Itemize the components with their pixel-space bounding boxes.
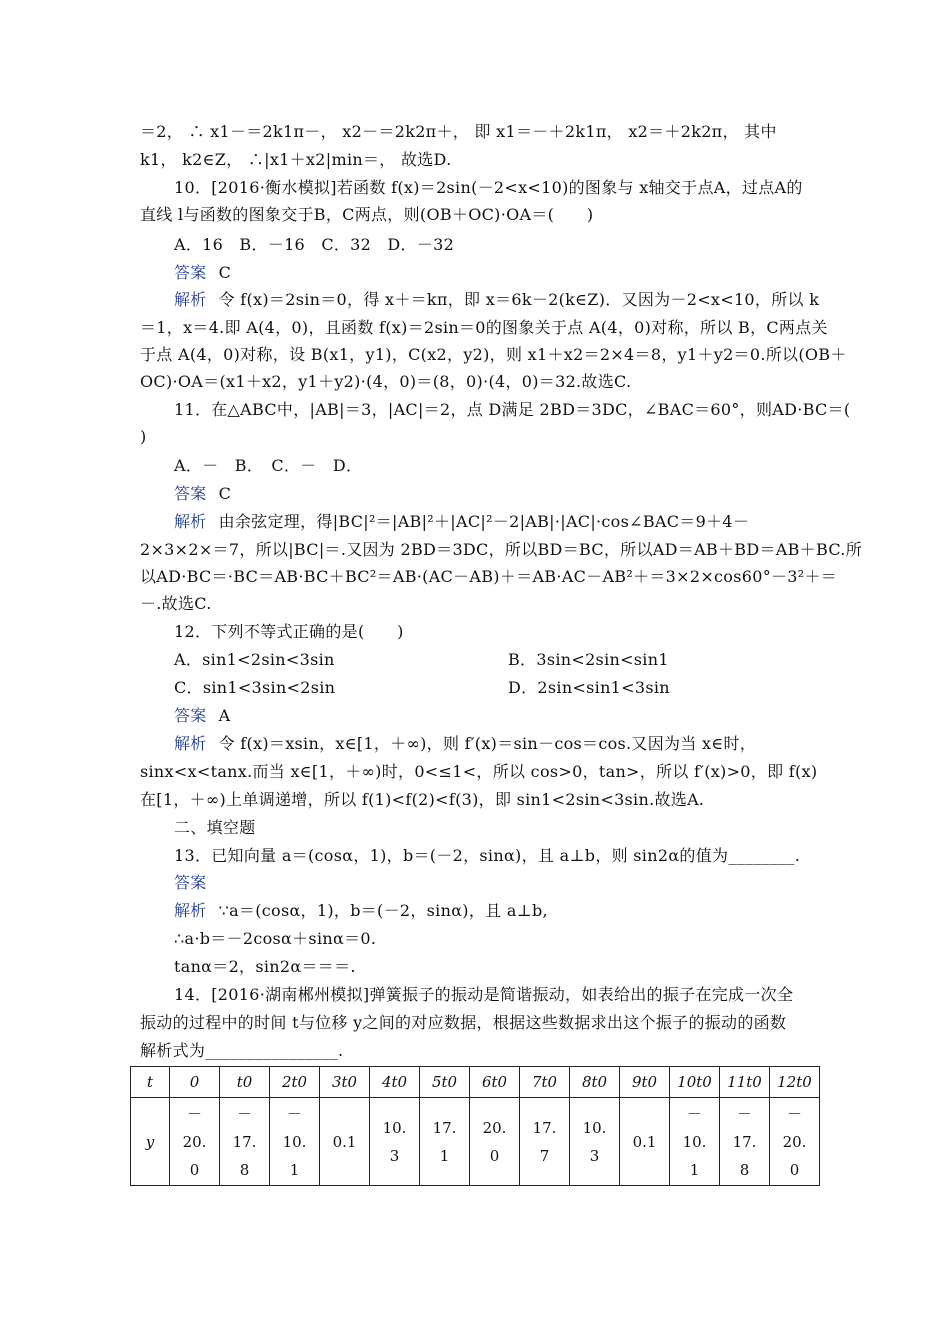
analysis-text: tanα＝2，sin2α＝＝＝. [174,957,356,976]
table-cell: 12t0 [770,1067,820,1098]
analysis-text: 以AD·BC＝·BC＝AB·BC＋BC²＝AB·(AC－AB)＋＝AB·AC－AB²＋＝3×2×cos60°－3²＋＝ [140,567,838,586]
question-10-analysis [174,288,820,312]
answer-label: 答案 [174,873,207,892]
question-12-stem: 12．下列不等式正确的是( ) [174,622,404,641]
section-title: 二、填空题 [174,818,256,837]
table-cell [320,1098,370,1186]
table-cell: 11t0 [720,1067,770,1098]
cell-value: －17.8 [732,1104,757,1179]
table-cell: t0 [220,1067,270,1098]
table-cell: 0 [170,1067,220,1098]
question-10-stem: 10．[2016·衡水模拟]若函数 f(x)＝2sin(－2<x<10)的图象与 x轴交于点A，过点A的 [174,178,803,197]
analysis-text: 2×3×2×＝7，所以|BC|＝.又因为 2BD＝3DC，所以BD＝BC，所以AD＝AB＋BD＝AB＋BC.所 [140,540,862,559]
question-14-stem: 解析式为________________. [140,1041,344,1060]
option-c: C．sin1<3sin<2sin [174,678,336,697]
answer-value: C [218,484,232,503]
option-a: A．sin1<2sin<3sin [174,650,335,669]
cell-value: 17.1 [432,1118,457,1165]
analysis-text: ＝1，x＝4.即 A(4，0)，且函数 f(x)＝2sin＝0的图象关于点 A(4，0)对称，所以 B，C两点关 [140,318,828,337]
data-table [130,1066,820,1186]
table-cell [770,1098,820,1186]
answer-value: C [218,263,232,282]
table-cell [620,1098,670,1186]
analysis-label: 解析 [174,512,207,531]
analysis-label: 解析 [174,734,207,753]
question-11-analysis [174,510,820,534]
cell-value: －17.8 [232,1104,257,1179]
cell-value: 17.7 [532,1118,557,1165]
option-b: B．3sin<2sin<sin1 [508,650,669,669]
question-10-stem: 直线 l与函数的图象交于B，C两点，则(OB＋OC)·OA＝( ) [140,205,594,224]
option-d: D．2sin<sin1<3sin [508,678,670,697]
table-header-row [131,1067,820,1098]
analysis-text: ∵a＝(cosα，1)，b＝(－2，sinα)，且 a⊥b, [218,901,548,920]
question-11-options: A．－ B． C．－ D． [174,456,363,475]
table-cell: 8t0 [570,1067,620,1098]
table-cell: 5t0 [420,1067,470,1098]
table-cell [670,1098,720,1186]
table-cell [470,1098,520,1186]
cell-value: 0.1 [332,1132,357,1151]
table-cell [170,1098,220,1186]
table-cell [520,1098,570,1186]
analysis-label: 解析 [174,901,207,920]
answer-label: 答案 [174,706,207,725]
cell-value: 0.1 [632,1132,657,1151]
table-cell: 7t0 [520,1067,570,1098]
analysis-text: sinx<x<tanx.而当 x∈[1，＋∞)时，0<≤1<，所以 cos>0，tan>，所以 f′(x)>0，即 f(x) [140,762,818,781]
question-11-stem: ) [140,427,147,446]
answer-label: 答案 [174,484,207,503]
cell-value: －10.1 [682,1104,707,1179]
answer-label: 答案 [174,263,207,282]
table-cell: 9t0 [620,1067,670,1098]
question-14-stem: 14．[2016·湖南郴州模拟]弹簧振子的振动是简谐振动，如表给出的振子在完成一次全 [174,985,794,1004]
text-line: k1， k2∈Z， ∴|x1＋x2|min＝， 故选D. [140,150,452,169]
analysis-label: 解析 [174,290,207,309]
question-11-stem: 11．在△ABC中，|AB|＝3，|AC|＝2，点 D满足 2BD＝3DC，∠BAC＝60°，则AD·BC＝( [174,400,851,419]
question-13-analysis [174,899,820,923]
cell-value: －20.0 [782,1104,807,1179]
cell-value: 20.0 [482,1118,507,1165]
cell-value: 10.3 [382,1118,407,1165]
analysis-text: 令 f(x)＝2sin＝0，得 x＋＝kπ，即 x＝6k－2(k∈Z)．又因为－2<x<10，所以 k [218,290,820,309]
table-cell [220,1098,270,1186]
analysis-text: 令 f(x)＝xsin，x∈[1，＋∞)，则 f′(x)＝sin－cos＝cos.又因为当 x∈时， [218,734,757,753]
cell-value: 10.3 [582,1118,607,1165]
cell-value: －10.1 [282,1104,307,1179]
table-cell: 3t0 [320,1067,370,1098]
table-row [131,1098,820,1186]
table-cell [420,1098,470,1186]
answer-value: A [218,706,231,725]
table-cell [370,1098,420,1186]
question-11-answer [174,482,820,506]
analysis-text: －.故选C. [140,594,212,613]
question-13-answer [174,871,820,895]
table-cell: y [131,1098,170,1186]
question-14-stem: 振动的过程中的时间 t与位移 y之间的对应数据，根据这些数据求出这个振子的振动的函数 [140,1013,787,1032]
question-10-options: A．16 B．－16 C．32 D．－32 [174,235,455,254]
table-cell [720,1098,770,1186]
question-13-stem: 13．已知向量 a＝(cosα，1)，b＝(－2，sinα)，且 a⊥b，则 sin2α的值为________. [174,846,801,865]
table-cell [270,1098,320,1186]
cell-value: －20.0 [182,1104,207,1179]
table-cell: 2t0 [270,1067,320,1098]
question-12-answer [174,704,820,728]
table-cell [570,1098,620,1186]
analysis-text: OC)·OA＝(x1＋x2，y1＋y2)·(4，0)＝(8，0)·(4，0)＝32.故选C. [140,372,632,391]
table-cell: 4t0 [370,1067,420,1098]
question-10-answer [174,261,820,285]
question-12-analysis [174,732,820,756]
text-line: ＝2， ∴ x1－＝2k1π－， x2－＝2k2π＋， 即 x1＝－＋2k1π， x2＝＋2k2π， 其中 [140,122,777,141]
table-cell: 6t0 [470,1067,520,1098]
analysis-text: ∴a·b＝－2cosα＋sinα＝0. [174,929,377,948]
analysis-text: 由余弦定理，得|BC|²＝|AB|²＋|AC|²－2|AB|·|AC|·cos∠BAC＝9＋4－ [218,512,750,531]
table-cell: t [131,1067,170,1098]
analysis-text: 于点 A(4，0)对称，设 B(x1，y1)，C(x2，y2)，则 x1＋x2＝2×4＝8，y1＋y2＝0.所以(OB＋ [140,345,847,364]
table-cell: 10t0 [670,1067,720,1098]
analysis-text: 在[1，＋∞)上单调递增，所以 f(1)<f(2)<f(3)，即 sin1<2sin<3sin.故选A. [140,790,705,809]
